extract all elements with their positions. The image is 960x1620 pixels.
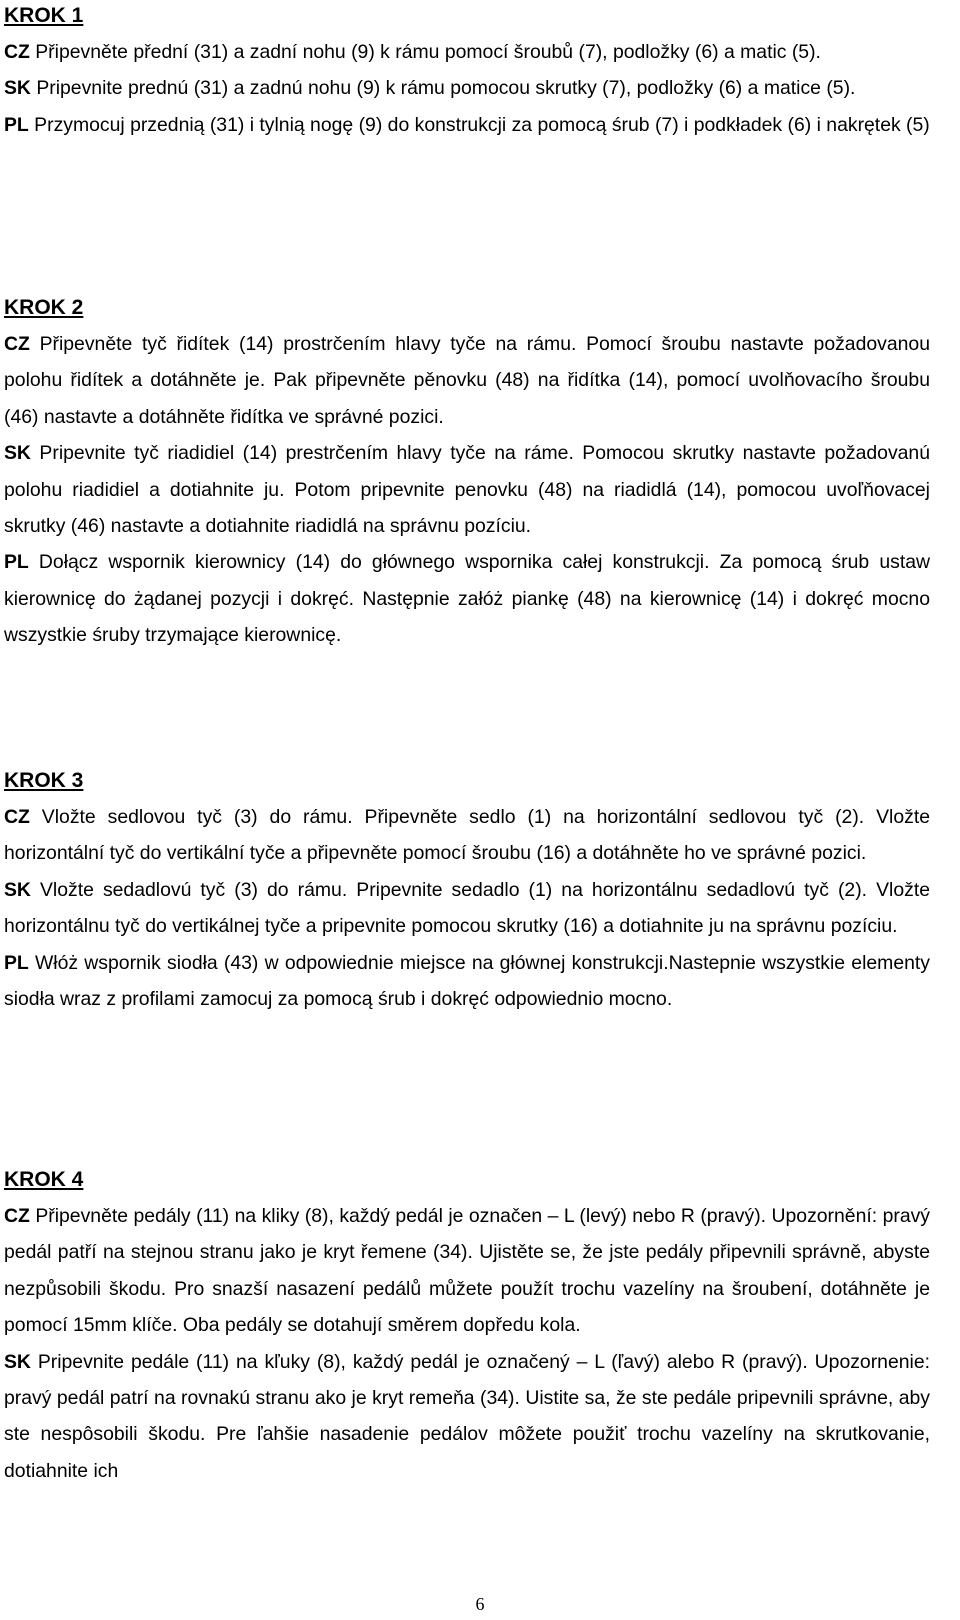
paragraph-cz bbox=[4, 326, 930, 435]
step-title: KROK 2 bbox=[4, 296, 84, 319]
language-code: PL bbox=[4, 551, 29, 574]
paragraph-text: Připevněte přední (31) a zadní nohu (9) k rámu pomocí šroubů (7), podložky (6) a matic (5). bbox=[35, 41, 821, 63]
paragraph-sk bbox=[4, 435, 930, 544]
paragraph-pl bbox=[4, 107, 930, 143]
paragraph-text: Dołącz wspornik kierownicy (14) do głównego wspornika całej konstrukcji. Za pomocą śrub ustaw kierownicę do żądanej pozycji i dokręć. Następnie załóż piankę (48) na kierownicę (14) i dokręć mocno wszystkie śruby trzymające kierownicę. bbox=[4, 551, 930, 647]
paragraph-text: Vložte sedlovou tyč (3) do rámu. Připevněte sedlo (1) na horizontální sedlovou tyč (2). Vložte horizontální tyč do vertikální tyče a připevněte pomocí šroubu (16) a dotáhněte ho ve správné pozici. bbox=[4, 806, 930, 865]
paragraph-text: Pripevnite pedále (11) na kľuky (8), každý pedál je označený – L (ľavý) alebo R (pravý). Upozornenie: pravý pedál patrí na rovnakú stranu ako je kryt remeňa (34). Uistite sa, že ste pedále pripevnili správne, aby ste nespôsobili škodu. Pre ľahšie nasadenie pedálov môžete použiť trochu vazelíny na skrutkovanie, dotiahnite ich bbox=[4, 1350, 930, 1482]
step-3 bbox=[4, 767, 930, 1017]
paragraph-cz bbox=[4, 34, 930, 70]
step-title: KROK 1 bbox=[4, 4, 84, 27]
paragraph-text: Připevněte pedály (11) na kliky (8), každý pedál je označen – L (levý) nebo R (pravý). Upozornění: pravý pedál patří na stejnou stranu jako je kryt řemene (34). Ujistěte se, že jste pedály připevnili správně, abyste nezpůsobili škodu. Pro snazší nasazení pedálů můžete použít trochu vazelíny na šroubení, dotáhněte je pomocí 15mm klíče. Oba pedály se dotahují směrem dopředu kola. bbox=[4, 1205, 931, 1337]
paragraph-sk bbox=[4, 1344, 930, 1490]
paragraph-text: Włóż wspornik siodła (43) w odpowiednie miejsce na głównej konstrukcji.Nastepnie wszystkie elementy siodła wraz z profilami zamocuj za pomocą śrub i dokręć odpowiednio mocno. bbox=[4, 951, 930, 1011]
step-1 bbox=[4, 2, 930, 143]
page-number: 6 bbox=[475, 1594, 485, 1614]
language-code: PL bbox=[4, 113, 29, 136]
language-code: SK bbox=[4, 442, 31, 465]
paragraph-sk bbox=[4, 872, 930, 945]
paragraph-text: Připevněte tyč řidítek (14) prostrčením hlavy tyče na rámu. Pomocí šroubu nastavte požadovanou polohu řidítek a dotáhněte je. Pak připevněte pěnovku (48) na řidítka (14), pomocí uvolňovacího šroubu (46) nastavte a dotáhněte řidítka ve správné pozici. bbox=[4, 333, 930, 428]
paragraph-cz bbox=[4, 799, 930, 872]
paragraph-pl bbox=[4, 544, 930, 653]
step-title: KROK 4 bbox=[4, 1168, 84, 1191]
language-code: CZ bbox=[4, 806, 30, 828]
paragraph-text: Pripevnite tyč riadidiel (14) prestrčením hlavy tyče na ráme. Pomocou skrutky nastavte požadovanú polohu riadidiel a dotiahnite ju. Potom pripevnite penovku (48) na riadidlá (14), pomocou uvoľňovacej skrutky (46) nastavte a dotiahnite riadidlá na správnu pozíciu. bbox=[4, 442, 931, 538]
language-code: PL bbox=[4, 951, 29, 974]
language-code: CZ bbox=[4, 41, 30, 63]
language-code: SK bbox=[4, 878, 31, 901]
paragraph-text: Przymocuj przednią (31) i tylnią nogę (9) do konstrukcji za pomocą śrub (7) i podkładek (6) i nakrętek (5) bbox=[34, 113, 930, 136]
paragraph-pl bbox=[4, 945, 930, 1018]
paragraph-text: Vložte sedadlovú tyč (3) do rámu. Pripevnite sedadlo (1) na horizontálnu sedadlovú tyč (2). Vložte horizontálnu tyč do vertikálnej tyče a pripevnite pomocou skrutky (16) a dotiahnite ju na správnu pozíciu. bbox=[4, 878, 930, 938]
step-title: KROK 3 bbox=[4, 769, 84, 792]
language-code: CZ bbox=[4, 333, 30, 355]
language-code: SK bbox=[4, 77, 31, 100]
paragraph-text: Pripevnite prednú (31) a zadnú nohu (9) k rámu pomocou skrutky (7), podložky (6) a matice (5). bbox=[36, 77, 856, 100]
language-code: CZ bbox=[4, 1205, 30, 1227]
step-4 bbox=[4, 1166, 930, 1489]
paragraph-sk bbox=[4, 70, 930, 106]
paragraph-cz bbox=[4, 1198, 930, 1344]
language-code: SK bbox=[4, 1350, 31, 1373]
step-2 bbox=[4, 294, 930, 654]
